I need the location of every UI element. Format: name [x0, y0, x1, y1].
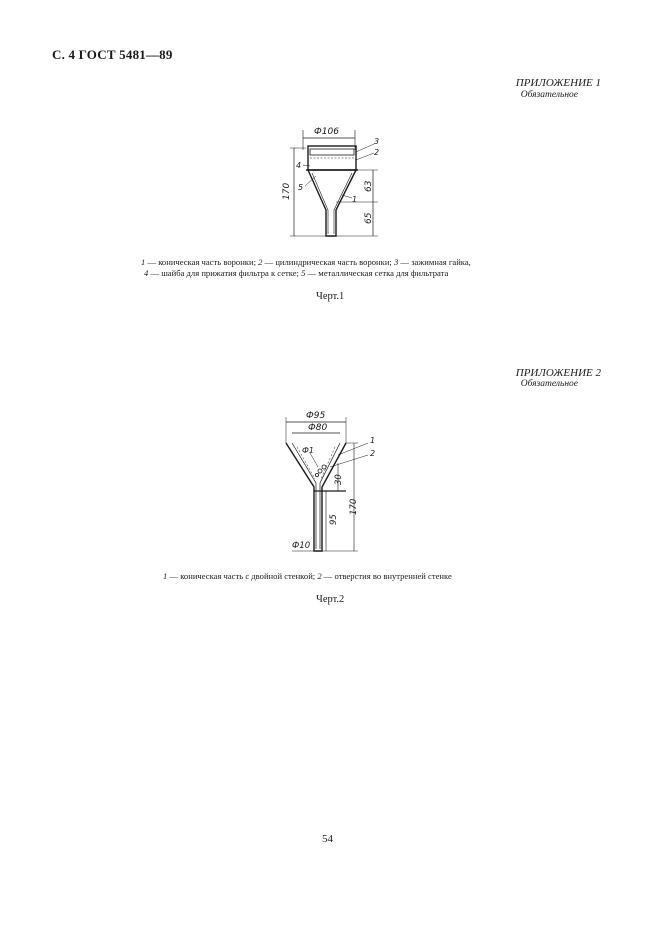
figure-2-label: Черт.2	[316, 594, 345, 605]
figure-2-legend-line-1: 1 — коническая часть с двойной стенкой; 2 — отверстия во внутренней стенке	[163, 571, 452, 581]
fig1-dim-top-diameter: Ф106	[314, 127, 339, 137]
fig2-callout-1: 1	[370, 436, 376, 445]
fig1-callout-1: 1	[352, 195, 358, 204]
page-number: 54	[322, 833, 333, 845]
figure-1-label: Черт.1	[316, 291, 345, 302]
fig2-dim-height-stem: 95	[329, 514, 339, 525]
figure-1-legend-line-2: 4 — шайба для прижатия фильтра к сетке; 5 — металлическая сетка для фильтрата	[144, 268, 449, 278]
fig2-dim-hole-diameter: Ф1	[302, 446, 314, 455]
fig2-wall-holes	[321, 447, 335, 479]
fig2-dim-height-total: 170	[349, 498, 359, 515]
fig2-dim-outer-diameter: Ф95	[306, 411, 326, 421]
fig2-dim-height-cone: 30	[334, 474, 344, 485]
fig1-dim-height-cone: 63	[364, 180, 374, 192]
fig1-leader	[303, 165, 310, 166]
fig1-callout-2: 2	[374, 148, 380, 157]
fig2-dim-inner-diameter: Ф80	[308, 423, 328, 433]
fig1-callout-5: 5	[298, 183, 304, 192]
appendix-2-subtitle: Обязательное	[520, 379, 578, 389]
appendix-2-title: ПРИЛОЖЕНИЕ 2	[515, 367, 601, 379]
figure-2-funnel-drawing	[278, 405, 388, 557]
fig2-leader	[310, 453, 318, 467]
fig2-hole	[322, 465, 326, 469]
fig2-callout-2: 2	[370, 449, 376, 458]
appendix-1-title: ПРИЛОЖЕНИЕ 1	[515, 77, 601, 89]
fig2-hole	[318, 469, 322, 473]
fig2-hole	[315, 473, 318, 476]
fig2-dim-stem-diameter: Ф10	[292, 541, 311, 551]
figure-1-legend-line-1: 1 — коническая часть воронки; 2 — цилиндрическая часть воронки; 3 — зажимная гайка,	[141, 257, 471, 267]
fig1-dim-height-stem: 65	[364, 212, 374, 224]
page-header: С. 4 ГОСТ 5481—89	[52, 47, 173, 62]
fig1-callout-3: 3	[374, 137, 380, 146]
fig1-callout-4: 4	[296, 161, 302, 170]
fig1-leader	[356, 144, 374, 152]
appendix-1-subtitle: Обязательное	[520, 90, 578, 100]
fig1-leader	[356, 153, 374, 160]
figure-1-funnel-drawing	[270, 118, 400, 248]
fig1-dim-height-total: 170	[282, 182, 292, 200]
fig1-nut	[310, 149, 354, 155]
